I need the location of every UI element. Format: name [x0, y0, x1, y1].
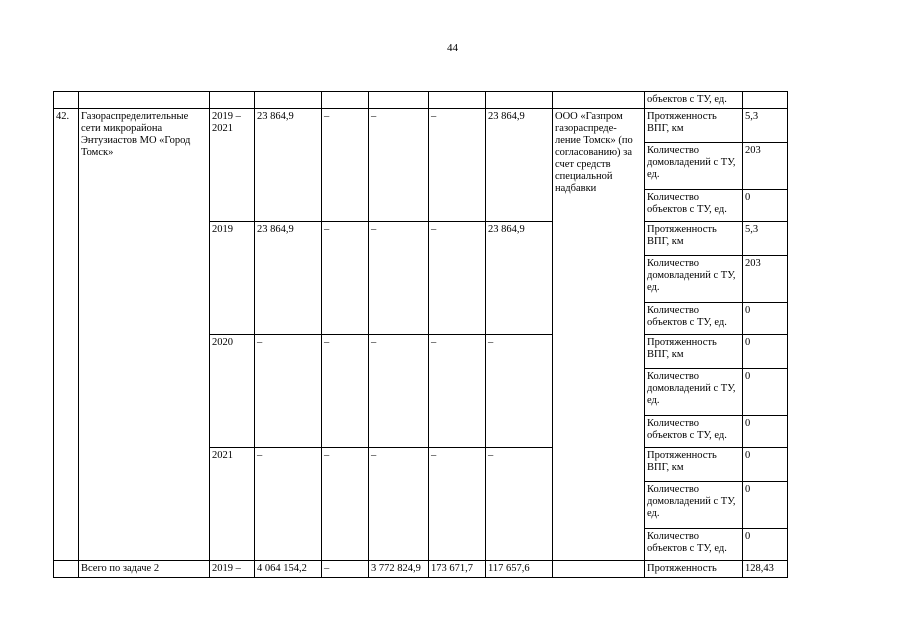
program-table — [53, 91, 788, 578]
value-cell: – — [322, 561, 369, 578]
indicator-cell: Протяженность ВПГ, км — [645, 222, 743, 256]
value-cell: – — [369, 335, 429, 448]
period-cell: 2019 – 2021 — [210, 109, 255, 222]
indicator-cell: Протяженность ВПГ, км — [645, 109, 743, 143]
cell-empty — [322, 92, 369, 109]
period-cell: 2020 — [210, 335, 255, 448]
indicator-value: 5,3 — [743, 109, 788, 143]
entry-name: Газораспределительные сети микрорайона Энтузиастов МО «Город Томск» — [79, 109, 210, 561]
indicator-cell: Количество домовладений с ТУ, ед. — [645, 369, 743, 416]
value-cell: – — [322, 109, 369, 222]
indicator-cell: Количество объектов с ТУ, ед. — [645, 303, 743, 335]
table-row — [54, 109, 788, 143]
indicator-cell: объектов с ТУ, ед. — [645, 92, 743, 109]
cell-empty — [743, 92, 788, 109]
cell-empty — [255, 92, 322, 109]
value-cell: – — [429, 448, 486, 561]
value-cell: – — [486, 448, 553, 561]
indicator-value: 203 — [743, 256, 788, 303]
indicator-value: 203 — [743, 143, 788, 190]
cell-empty — [54, 561, 79, 578]
entry-number: 42. — [54, 109, 79, 561]
value-cell: – — [429, 335, 486, 448]
executor-cell: ООО «Газпром газораспреде-ление Томск» (по согласованию) за счет средств специальной надбавки — [553, 109, 645, 561]
page-number: 44 — [447, 42, 458, 54]
indicator-cell: Количество домовладений с ТУ, ед. — [645, 256, 743, 303]
indicator-value: 5,3 — [743, 222, 788, 256]
value-cell: 173 671,7 — [429, 561, 486, 578]
total-cell: 23 864,9 — [255, 222, 322, 335]
indicator-cell: Количество объектов с ТУ, ед. — [645, 416, 743, 448]
cell-empty — [54, 92, 79, 109]
value-cell: – — [322, 335, 369, 448]
period-cell: 2019 — [210, 222, 255, 335]
total-cell: 23 864,9 — [255, 109, 322, 222]
total-cell: 4 064 154,2 — [255, 561, 322, 578]
indicator-value: 0 — [743, 482, 788, 529]
value-cell: – — [322, 222, 369, 335]
cell-empty — [553, 561, 645, 578]
indicator-value: 0 — [743, 303, 788, 335]
total-label: Всего по задаче 2 — [79, 561, 210, 578]
indicator-cell: Количество домовладений с ТУ, ед. — [645, 143, 743, 190]
continuation-row — [54, 92, 788, 109]
period-cell: 2021 — [210, 448, 255, 561]
total-cell: – — [255, 335, 322, 448]
indicator-cell: Протяженность ВПГ, км — [645, 448, 743, 482]
total-cell: – — [255, 448, 322, 561]
period-cell: 2019 – — [210, 561, 255, 578]
value-cell: 117 657,6 — [486, 561, 553, 578]
value-cell: 3 772 824,9 — [369, 561, 429, 578]
indicator-cell: Количество объектов с ТУ, ед. — [645, 529, 743, 561]
value-cell: 23 864,9 — [486, 109, 553, 222]
indicator-value: 0 — [743, 448, 788, 482]
cell-empty — [210, 92, 255, 109]
indicator-value: 128,43 — [743, 561, 788, 578]
value-cell: – — [369, 109, 429, 222]
cell-empty — [79, 92, 210, 109]
value-cell: – — [429, 109, 486, 222]
indicator-value: 0 — [743, 529, 788, 561]
value-cell: – — [429, 222, 486, 335]
indicator-value: 0 — [743, 369, 788, 416]
value-cell: – — [322, 448, 369, 561]
cell-empty — [429, 92, 486, 109]
indicator-cell: Протяженность — [645, 561, 743, 578]
value-cell: – — [369, 448, 429, 561]
value-cell: – — [369, 222, 429, 335]
indicator-value: 0 — [743, 190, 788, 222]
indicator-cell: Количество домовладений с ТУ, ед. — [645, 482, 743, 529]
indicator-cell: Протяженность ВПГ, км — [645, 335, 743, 369]
cell-empty — [369, 92, 429, 109]
cell-empty — [486, 92, 553, 109]
indicator-value: 0 — [743, 335, 788, 369]
cell-empty — [553, 92, 645, 109]
value-cell: 23 864,9 — [486, 222, 553, 335]
indicator-cell: Количество объектов с ТУ, ед. — [645, 190, 743, 222]
total-row — [54, 561, 788, 578]
value-cell: – — [486, 335, 553, 448]
indicator-value: 0 — [743, 416, 788, 448]
